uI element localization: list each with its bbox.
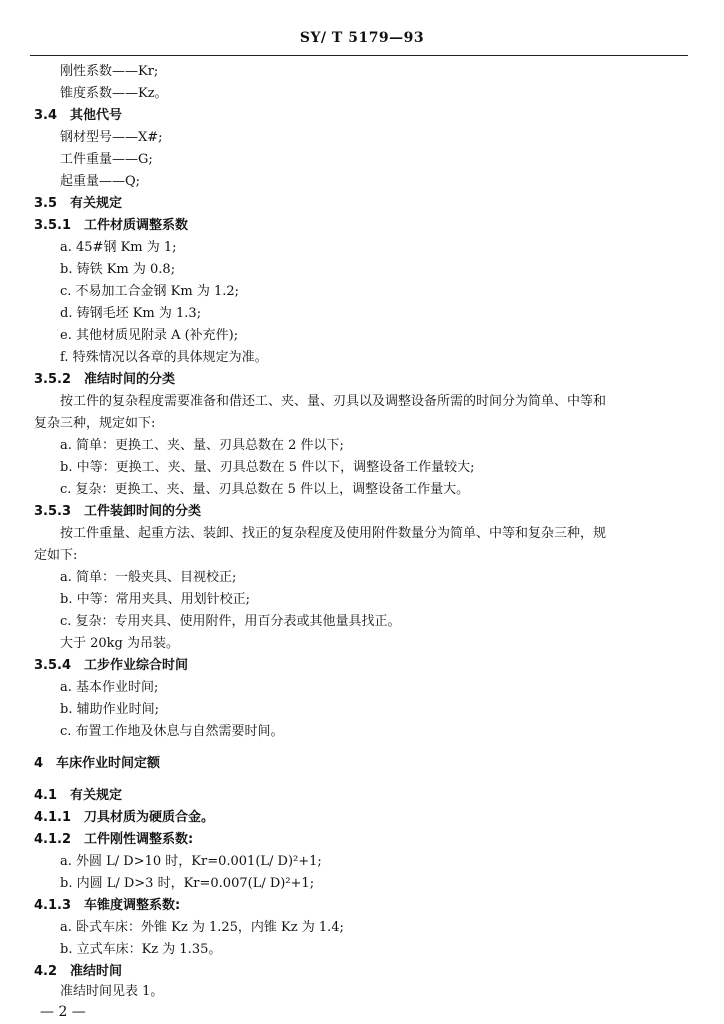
- subsection-heading: 3.5.2 准结时间的分类: [34, 372, 176, 387]
- list-item: b. 立式车床：Kz 为 1.35。: [60, 942, 222, 957]
- list-item: b. 中等：更换工、夹、量、刃具总数在 5 件以下，调整设备工作量较大;: [60, 460, 475, 475]
- list-item: c. 不易加工合金钢 Km 为 1.2;: [60, 284, 240, 299]
- text-line: 起重量——Q;: [60, 174, 141, 189]
- subsection-heading: 3.5.1 工件材质调整系数: [34, 218, 189, 233]
- list-item: c. 复杂：专用夹具、使用附件，用百分表或其他量具找正。: [60, 614, 401, 629]
- list-item: a. 基本作业时间;: [60, 680, 159, 695]
- standard-number-header: SY/ T 5179—93: [299, 30, 425, 46]
- paragraph-line: 定如下:: [34, 548, 78, 563]
- list-item: a. 简单：更换工、夹、量、刃具总数在 2 件以下;: [60, 438, 344, 453]
- list-item: a. 45#钢 Km 为 1;: [60, 240, 177, 255]
- list-item: b. 铸铁 Km 为 0.8;: [60, 262, 176, 277]
- text-line: 大于 20kg 为吊装。: [60, 636, 180, 651]
- list-item: a. 简单：一般夹具、目视校正;: [60, 570, 237, 585]
- formula-item: b. 内圆 L/ D>3 时，Kr=0.007(L/ D)²+1;: [60, 876, 315, 891]
- section-heading: 4.2 准结时间: [34, 964, 123, 979]
- subsection-heading: 4.1.2 工件刚性调整系数:: [34, 832, 194, 847]
- text-line: 工件重量——G;: [60, 152, 153, 167]
- section-heading: 3.5 有关规定: [34, 196, 123, 211]
- subsection-heading: 3.5.3 工件装卸时间的分类: [34, 504, 202, 519]
- list-item: d. 铸钢毛坯 Km 为 1.3;: [60, 306, 202, 321]
- text-line: 准结时间见表 1。: [60, 984, 164, 999]
- paragraph-line: 复杂三种，规定如下:: [34, 416, 156, 431]
- chapter-heading: 4 车床作业时间定额: [34, 756, 161, 771]
- list-item: b. 辅助作业时间;: [60, 702, 159, 717]
- paragraph-line: 按工件的复杂程度需要准备和借还工、夹、量、刃具以及调整设备所需的时间分为简单、中等和: [60, 394, 607, 409]
- list-item: f. 特殊情况以各章的具体规定为准。: [60, 350, 268, 365]
- subsection-heading: 3.5.4 工步作业综合时间: [34, 658, 189, 673]
- section-heading: 4.1 有关规定: [34, 788, 123, 803]
- subsection-heading: 4.1.3 车锥度调整系数:: [34, 898, 181, 913]
- list-item: c. 布置工作地及休息与自然需要时间。: [60, 724, 284, 739]
- page-number: — 2 —: [40, 1004, 86, 1020]
- paragraph-line: 按工件重量、起重方法、装卸、找正的复杂程度及使用附件数量分为简单、中等和复杂三种，规: [60, 526, 607, 541]
- list-item: b. 中等：常用夹具、用划针校正;: [60, 592, 250, 607]
- text-line: 钢材型号——X#;: [60, 130, 163, 145]
- subsection-heading: 4.1.1 刀具材质为硬质合金。: [34, 810, 215, 825]
- list-item: e. 其他材质见附录 A (补充件);: [60, 328, 239, 343]
- formula-item: a. 外圆 L/ D>10 时，Kr=0.001(L/ D)²+1;: [60, 854, 322, 869]
- section-heading: 3.4 其他代号: [34, 108, 123, 123]
- text-line: 锥度系数——Kz。: [60, 86, 168, 101]
- list-item: c. 复杂：更换工、夹、量、刃具总数在 5 件以上，调整设备工作量大。: [60, 482, 470, 497]
- text-line: 刚性系数——Kr;: [60, 64, 159, 79]
- list-item: a. 卧式车床：外锥 Kz 为 1.25，内锥 Kz 为 1.4;: [60, 920, 344, 935]
- header-divider: [30, 55, 688, 56]
